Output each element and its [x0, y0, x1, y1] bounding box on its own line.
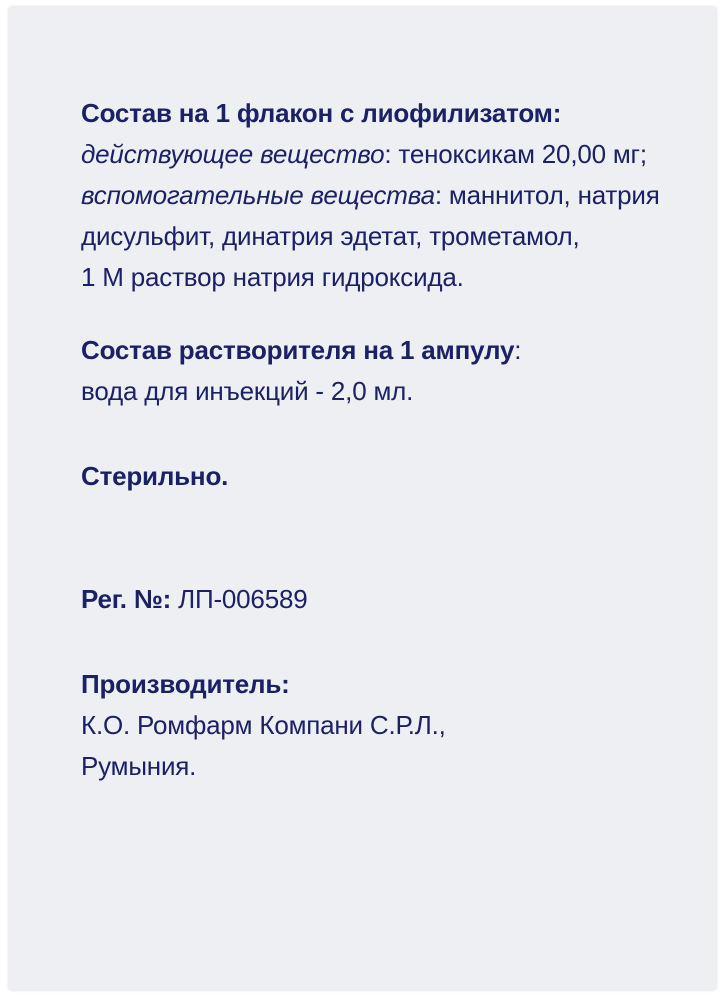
- excipients-line-3: 1 М раствор натрия гидроксида.: [81, 262, 464, 292]
- manufacturer-name: К.О. Ромфарм Компани С.Р.Л.,: [81, 710, 446, 740]
- manufacturer-country: Румыния.: [81, 751, 197, 781]
- excipients-label: вспомогательные вещества: [81, 180, 435, 210]
- registration-label: Рег. №:: [81, 584, 172, 614]
- excipients-line-2: дисульфит, динатрия эдетат, трометамол,: [81, 221, 580, 251]
- registration-line: [81, 579, 711, 620]
- solvent-heading-line: [81, 330, 711, 371]
- active-substance-label: действующее вещество: [81, 139, 385, 169]
- solvent-heading-colon: :: [514, 335, 522, 365]
- package-text: [81, 93, 711, 787]
- excipients-line: [81, 175, 711, 216]
- composition-heading: Состав на 1 флакон с лиофилизатом:: [81, 98, 562, 128]
- composition-section: [81, 93, 711, 298]
- solvent-heading: Состав растворителя на 1 ампулу: [81, 335, 515, 365]
- active-substance-line: [81, 134, 711, 175]
- manufacturer-section: [81, 664, 711, 787]
- registration-number: ЛП-006589: [171, 584, 308, 614]
- solvent-value: вода для инъекций - 2,0 мл.: [81, 376, 414, 406]
- manufacturer-heading: Производитель:: [81, 669, 290, 699]
- solvent-section: [81, 330, 711, 412]
- excipients-value: : маннитол, натрия: [434, 180, 660, 210]
- sterile-label: Стерильно.: [81, 461, 229, 491]
- package-panel: [9, 7, 716, 990]
- active-substance-value: : теноксикам 20,00 мг;: [384, 139, 647, 169]
